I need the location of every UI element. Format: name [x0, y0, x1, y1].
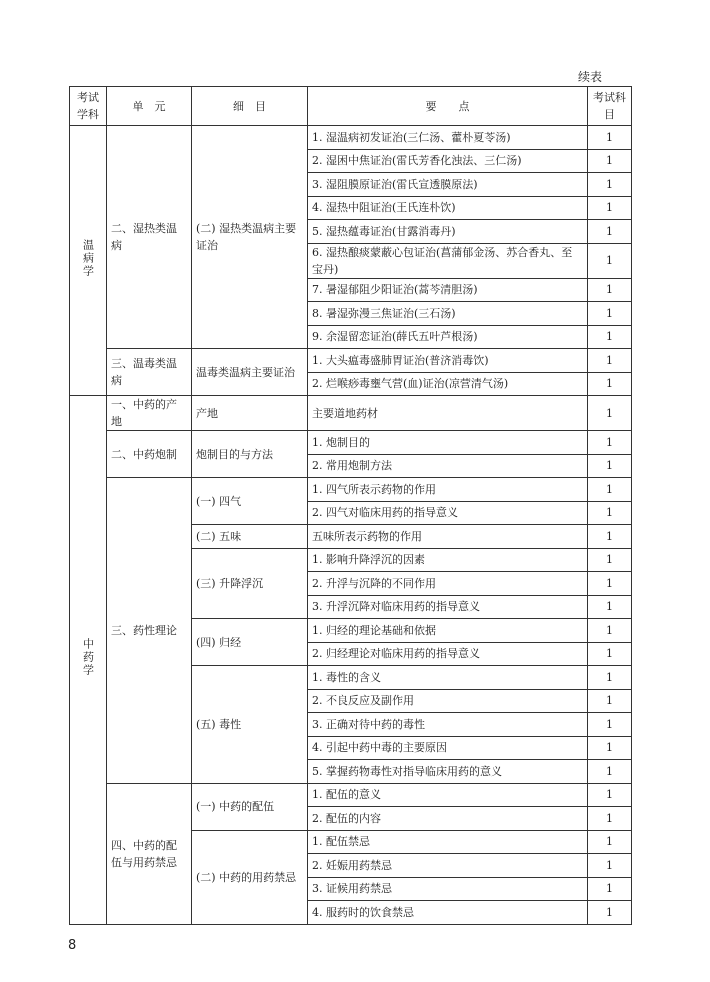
item-cell: (一) 中药的配伍 — [192, 783, 308, 830]
point-cell: 3. 升浮沉降对临床用药的指导意义 — [308, 595, 588, 619]
exam-cell: 1 — [588, 478, 632, 502]
point-cell: 2. 配伍的内容 — [308, 807, 588, 831]
page-number: 8 — [68, 938, 77, 953]
point-cell: 1. 配伍的意义 — [308, 783, 588, 807]
exam-cell: 1 — [588, 854, 632, 878]
exam-cell: 1 — [588, 877, 632, 901]
exam-cell: 1 — [588, 278, 632, 302]
exam-cell: 1 — [588, 666, 632, 690]
point-cell: 8. 暑湿弥漫三焦证治(三石汤) — [308, 302, 588, 326]
item-cell: (二) 五味 — [192, 525, 308, 549]
exam-cell: 1 — [588, 431, 632, 455]
header-row — [70, 87, 632, 126]
point-cell: 1. 湿温病初发证治(三仁汤、藿朴夏苓汤) — [308, 126, 588, 150]
exam-cell: 1 — [588, 901, 632, 925]
exam-cell: 1 — [588, 830, 632, 854]
point-cell: 五味所表示药物的作用 — [308, 525, 588, 549]
item-cell: 产地 — [192, 396, 308, 431]
exam-cell: 1 — [588, 501, 632, 525]
exam-cell: 1 — [588, 302, 632, 326]
point-cell: 2. 归经理论对临床用药的指导意义 — [308, 642, 588, 666]
item-cell: 温毒类温病主要证治 — [192, 349, 308, 396]
item-cell: (二) 湿热类温病主要证治 — [192, 126, 308, 349]
exam-cell: 1 — [588, 196, 632, 220]
subject-zhongyao: 中药学 — [81, 637, 95, 677]
exam-cell: 1 — [588, 126, 632, 150]
continuation-label: 续表 — [577, 70, 602, 84]
point-cell: 5. 湿热蕴毒证治(甘露消毒丹) — [308, 220, 588, 244]
unit-cell: 一、中药的产地 — [107, 396, 192, 431]
point-cell: 2. 升浮与沉降的不同作用 — [308, 572, 588, 596]
point-cell: 2. 妊娠用药禁忌 — [308, 854, 588, 878]
header-exam: 考试科目 — [588, 87, 632, 126]
table-row — [70, 478, 632, 502]
exam-cell: 1 — [588, 525, 632, 549]
point-cell: 1. 大头瘟毒盛肺胃证治(普济消毒饮) — [308, 349, 588, 373]
syllabus-table — [69, 86, 632, 925]
point-cell: 5. 掌握药物毒性对指导临床用药的意义 — [308, 760, 588, 784]
point-cell: 1. 四气所表示药物的作用 — [308, 478, 588, 502]
table-row — [70, 349, 632, 373]
point-cell: 3. 证候用药禁忌 — [308, 877, 588, 901]
point-cell: 1. 毒性的含义 — [308, 666, 588, 690]
unit-cell: 三、温毒类温病 — [107, 349, 192, 396]
item-cell: (二) 中药的用药禁忌 — [192, 830, 308, 924]
exam-cell: 1 — [588, 689, 632, 713]
point-cell: 2. 不良反应及副作用 — [308, 689, 588, 713]
exam-cell: 1 — [588, 572, 632, 596]
point-cell: 6. 湿热酿痰蒙蔽心包证治(菖蒲郁金汤、苏合香丸、至宝丹) — [308, 243, 588, 278]
point-cell: 1. 炮制目的 — [308, 431, 588, 455]
point-cell: 7. 暑湿郁阻少阳证治(蒿芩清胆汤) — [308, 278, 588, 302]
point-cell: 2. 常用炮制方法 — [308, 454, 588, 478]
unit-cell: 四、中药的配伍与用药禁忌 — [107, 783, 192, 924]
item-cell: (四) 归经 — [192, 619, 308, 666]
exam-cell: 1 — [588, 220, 632, 244]
item-cell: (一) 四气 — [192, 478, 308, 525]
exam-cell: 1 — [588, 325, 632, 349]
point-cell: 1. 配伍禁忌 — [308, 830, 588, 854]
exam-cell: 1 — [588, 642, 632, 666]
exam-cell: 1 — [588, 619, 632, 643]
table-row — [70, 126, 632, 150]
point-cell: 1. 影响升降浮沉的因素 — [308, 548, 588, 572]
item-cell: 炮制目的与方法 — [192, 431, 308, 478]
point-cell: 2. 湿困中焦证治(雷氏芳香化浊法、三仁汤) — [308, 149, 588, 173]
subject-cell — [70, 126, 107, 396]
point-cell: 4. 服药时的饮食禁忌 — [308, 901, 588, 925]
exam-cell: 1 — [588, 173, 632, 197]
exam-cell: 1 — [588, 396, 632, 431]
point-cell: 9. 余湿留恋证治(薛氏五叶芦根汤) — [308, 325, 588, 349]
point-cell: 4. 湿热中阻证治(王氏连朴饮) — [308, 196, 588, 220]
header-subject: 考试学科 — [70, 87, 107, 126]
subject-wenbing: 温病学 — [81, 238, 95, 278]
point-cell: 3. 湿阻膜原证治(雷氏宣透膜原法) — [308, 173, 588, 197]
exam-cell: 1 — [588, 713, 632, 737]
header-unit: 单 元 — [107, 87, 192, 126]
point-cell: 3. 正确对待中药的毒性 — [308, 713, 588, 737]
exam-cell: 1 — [588, 736, 632, 760]
header-points: 要 点 — [308, 87, 588, 126]
exam-cell: 1 — [588, 548, 632, 572]
table-row — [70, 396, 632, 431]
point-cell: 2. 四气对临床用药的指导意义 — [308, 501, 588, 525]
point-cell: 2. 烂喉痧毒壅气营(血)证治(凉营清气汤) — [308, 372, 588, 396]
exam-cell: 1 — [588, 454, 632, 478]
table-row — [70, 783, 632, 807]
point-cell: 主要道地药材 — [308, 396, 588, 431]
exam-cell: 1 — [588, 372, 632, 396]
unit-cell: 二、湿热类温病 — [107, 126, 192, 349]
unit-cell: 二、中药炮制 — [107, 431, 192, 478]
exam-cell: 1 — [588, 243, 632, 278]
exam-cell: 1 — [588, 807, 632, 831]
item-cell: (三) 升降浮沉 — [192, 548, 308, 619]
unit-cell: 三、药性理论 — [107, 478, 192, 784]
exam-cell: 1 — [588, 595, 632, 619]
point-cell: 1. 归经的理论基础和依据 — [308, 619, 588, 643]
exam-cell: 1 — [588, 149, 632, 173]
header-item: 细 目 — [192, 87, 308, 126]
exam-cell: 1 — [588, 783, 632, 807]
table-row — [70, 431, 632, 455]
exam-cell: 1 — [588, 349, 632, 373]
item-cell: (五) 毒性 — [192, 666, 308, 784]
exam-cell: 1 — [588, 760, 632, 784]
subject-cell — [70, 396, 107, 925]
point-cell: 4. 引起中药中毒的主要原因 — [308, 736, 588, 760]
